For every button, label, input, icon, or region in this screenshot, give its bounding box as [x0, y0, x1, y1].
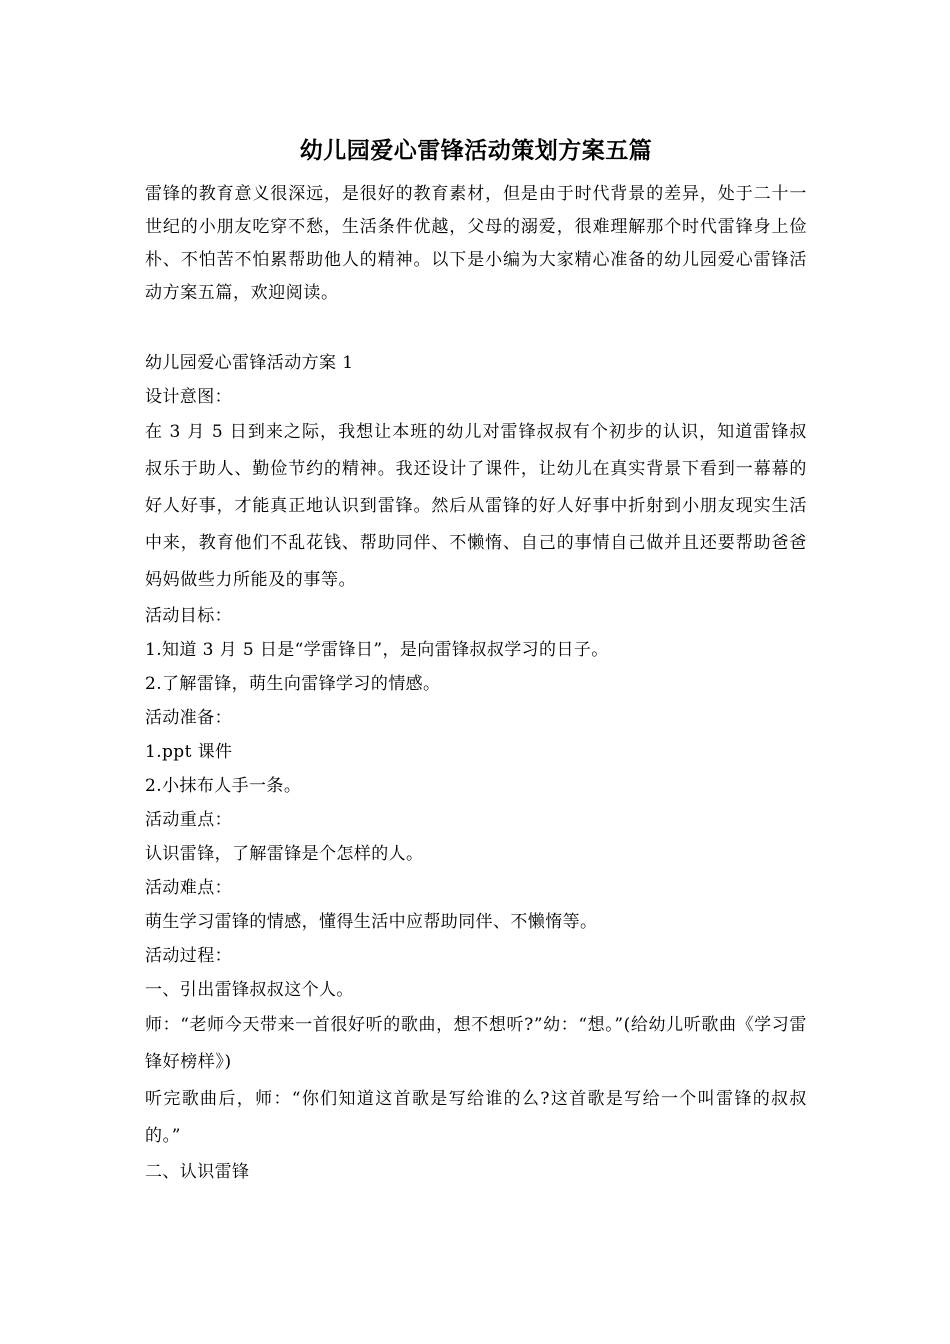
- activity-goal-item: 2.了解雷锋，萌生向雷锋学习的情感。: [145, 674, 441, 694]
- activity-prep-item: 1.ppt 课件: [145, 742, 233, 762]
- intro-paragraph: 雷锋的教育意义很深远，是很好的教育素材，但是由于时代背景的差异，处于二十一世纪的小朋友吃穿不愁，生活条件优越，父母的溺爱，很难理解那个时代雷锋身上俭朴、不怕苦不怕累帮助他人的精神。以下是小编为大家精心准备的幼儿园爱心雷锋活动方案五篇，欢迎阅读。: [145, 184, 807, 303]
- activity-process-label: 活动过程：: [145, 946, 232, 966]
- activity-difficulty-text: 萌生学习雷锋的情感，懂得生活中应帮助同伴、不懒惰等。: [145, 912, 598, 932]
- design-intent-text: 在 3 月 5 日到来之际，我想让本班的幼儿对雷锋叔叔有个初步的认识，知道雷锋叔叔乐于助人、勤俭节约的精神。我还设计了课件，让幼儿在真实背景下看到一幕幕的好人好事，才能真正地认识到雷锋。然后从雷锋的好人好事中折射到小朋友现实生活中来，教育他们不乱花钱、帮助同伴、不懒惰、自己的事情自己做并且还要帮助爸爸妈妈做些力所能及的事等。: [145, 422, 807, 590]
- activity-goal-label: 活动目标：: [145, 606, 232, 626]
- process-dialog: 师：“老师今天带来一首很好听的歌曲，想不想听?”幼：“想。”(给幼儿听歌曲《学习雷锋好榜样》): [145, 1015, 807, 1072]
- process-step: 一、引出雷锋叔叔这个人。: [145, 980, 354, 1000]
- activity-focus-label: 活动重点：: [145, 810, 232, 830]
- activity-focus-text: 认识雷锋，了解雷锋是个怎样的人。: [145, 844, 424, 864]
- process-dialog: 听完歌曲后，师：“你们知道这首歌是写给谁的么?这首歌是写给一个叫雷锋的叔叔的。”: [145, 1089, 807, 1146]
- process-step: 二、认识雷锋: [145, 1162, 250, 1182]
- document-title: 幼儿园爱心雷锋活动策划方案五篇: [299, 137, 653, 164]
- activity-prep-label: 活动准备：: [145, 708, 232, 728]
- activity-goal-item: 1.知道 3 月 5 日是“学雷锋日”，是向雷锋叔叔学习的日子。: [145, 640, 609, 660]
- activity-difficulty-label: 活动难点：: [145, 878, 232, 898]
- section-heading: 幼儿园爱心雷锋活动方案 1: [145, 353, 354, 373]
- design-intent-label: 设计意图：: [145, 387, 232, 407]
- paragraph-spacer: [145, 310, 807, 346]
- activity-prep-item: 2.小抹布人手一条。: [145, 776, 302, 796]
